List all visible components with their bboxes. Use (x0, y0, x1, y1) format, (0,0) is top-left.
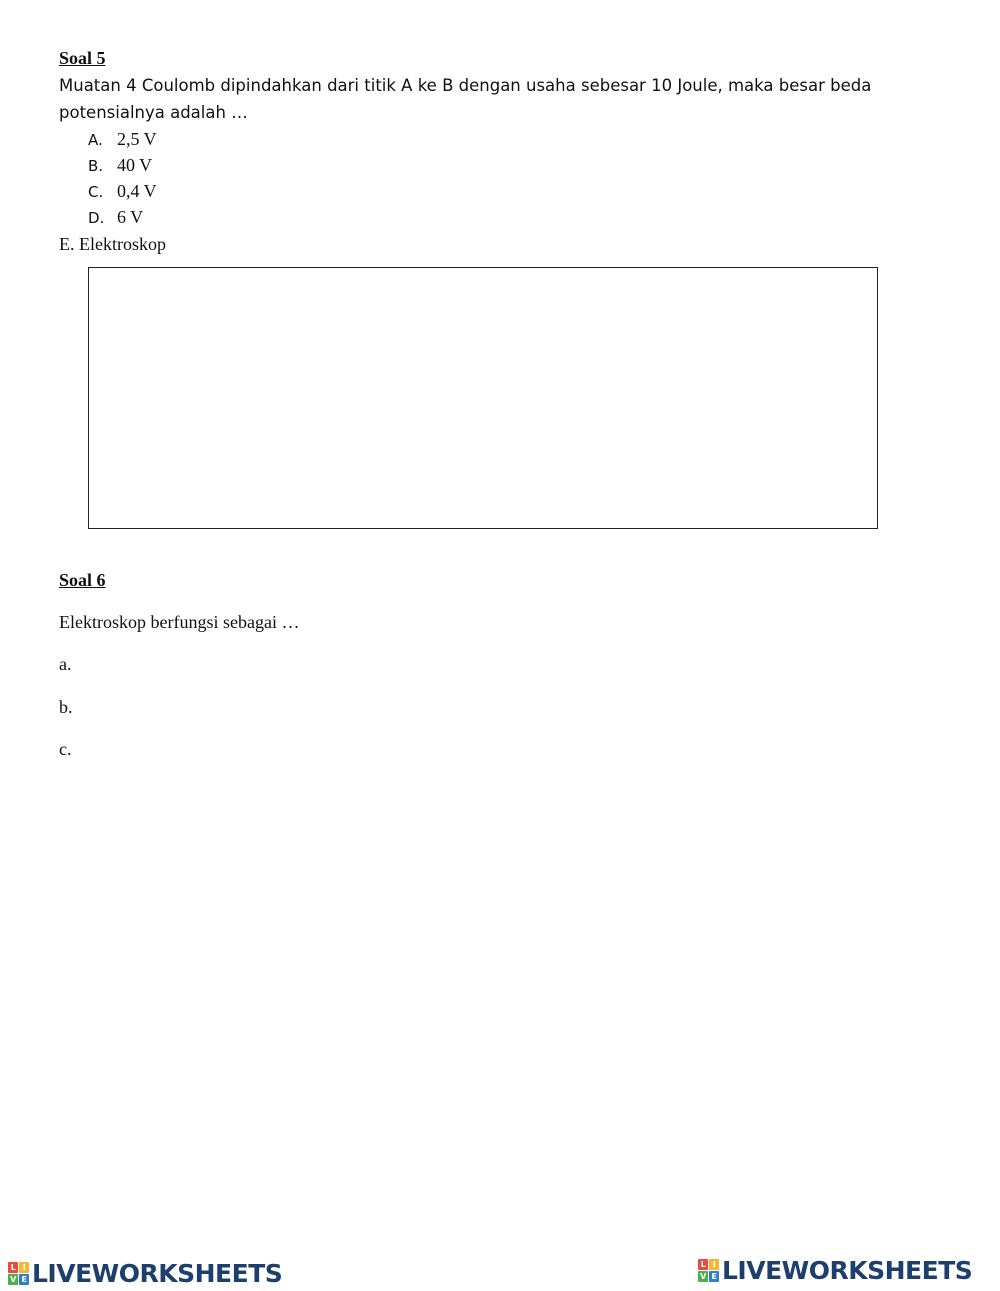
liveworksheets-logo-icon (698, 1259, 719, 1282)
option-value: 6 V (117, 207, 144, 227)
liveworksheets-logo-left (8, 1259, 282, 1288)
question-5-text: Muatan 4 Coulomb dipindahkan dari titik A ke B dengan usaha sebesar 10 Joule, maka besar beda potensialnya adalah … (59, 76, 872, 122)
option-a[interactable] (88, 127, 157, 151)
option-value: 40 V (117, 155, 153, 175)
logo-tile-i: I (19, 1262, 29, 1273)
answer-item-b: b. (59, 697, 73, 717)
logo-wordmark: LIVEWORKSHEETS (722, 1256, 973, 1285)
option-b[interactable] (88, 153, 152, 177)
option-value: 0,4 V (117, 181, 157, 201)
option-letter: C. (88, 183, 104, 201)
logo-wordmark: LIVEWORKSHEETS (32, 1259, 283, 1288)
option-letter: B. (88, 157, 104, 175)
logo-tile-v: V (698, 1271, 708, 1282)
section-e-label: E. Elektroskop (59, 234, 166, 254)
option-letter: A. (88, 131, 103, 149)
question-6-text: Elektroskop berfungsi sebagai … (59, 612, 300, 632)
answer-item-c: c. (59, 739, 72, 759)
answer-box[interactable] (88, 267, 878, 529)
logo-tile-l: L (8, 1262, 18, 1273)
answer-item-a: a. (59, 654, 72, 674)
liveworksheets-logo-icon (8, 1262, 29, 1285)
logo-tile-e: E (19, 1274, 29, 1285)
option-value: 2,5 V (117, 129, 157, 149)
logo-tile-v: V (8, 1274, 18, 1285)
logo-tile-l: L (698, 1259, 708, 1270)
question-6-heading: Soal 6 (59, 570, 106, 590)
option-c[interactable] (88, 179, 157, 203)
liveworksheets-logo-right (698, 1256, 972, 1285)
logo-tile-e: E (709, 1271, 719, 1282)
question-5-heading: Soal 5 (59, 48, 106, 68)
logo-tile-i: I (709, 1259, 719, 1270)
option-letter: D. (88, 209, 105, 227)
option-d[interactable] (88, 205, 143, 229)
